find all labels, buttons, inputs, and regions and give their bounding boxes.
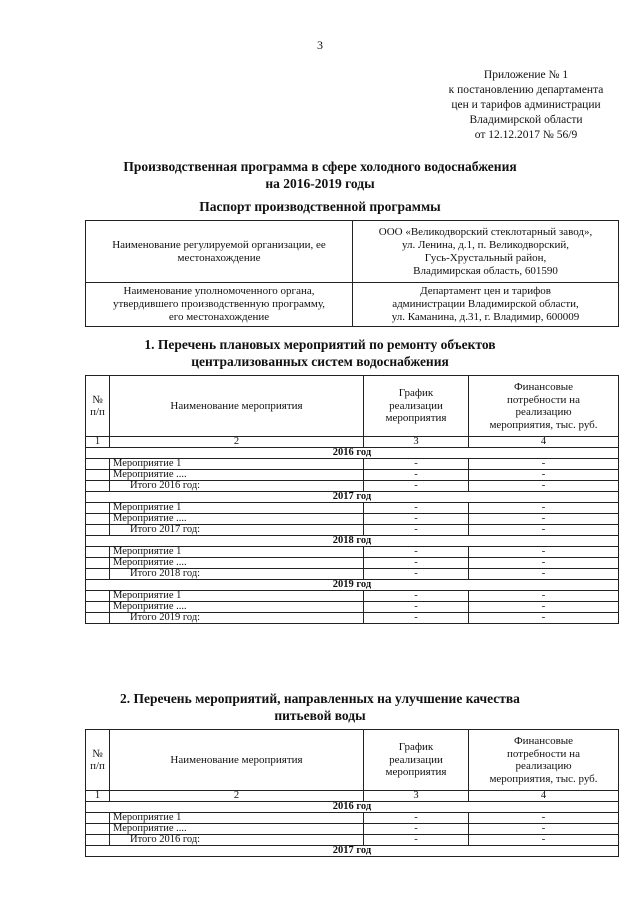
- finance-cell: -: [469, 481, 619, 492]
- appendix-line: от 12.12.2017 № 56/9: [474, 129, 578, 141]
- column-number-row: [86, 437, 619, 448]
- finance-cell: -: [469, 602, 619, 613]
- passport-row-authority: [86, 283, 619, 327]
- text-line: утвердившего производственную программу,: [112, 298, 325, 310]
- total-row: [86, 481, 619, 492]
- year-row: [86, 846, 619, 857]
- total-label: Итого 2019 год:: [110, 613, 364, 624]
- total-row: [86, 569, 619, 580]
- finance-cell: -: [469, 591, 619, 602]
- text-line: ул. Каманина, д.31, г. Владимир, 600009: [391, 311, 580, 323]
- header-cell: График реализации мероприятия: [364, 376, 469, 437]
- column-number: 2: [110, 437, 364, 448]
- column-number: 2: [110, 791, 364, 802]
- event-name: Мероприятие 1: [110, 503, 364, 514]
- finance-cell: -: [469, 613, 619, 624]
- total-label: Итого 2016 год:: [110, 835, 364, 846]
- page-number: 3: [317, 38, 323, 52]
- finance-cell: -: [469, 547, 619, 558]
- table-header-row: [86, 730, 619, 791]
- column-number: 1: [86, 791, 110, 802]
- schedule-cell: -: [364, 591, 469, 602]
- table-row: [86, 547, 619, 558]
- finance-cell: -: [469, 569, 619, 580]
- appendix-block: [440, 68, 612, 143]
- title-line: Производственная программа в сфере холодного водоснабжения: [123, 159, 517, 174]
- text-line: Наименование уполномоченного органа,: [123, 285, 315, 297]
- finance-cell: -: [469, 514, 619, 525]
- event-name: Мероприятие 1: [110, 547, 364, 558]
- table-row: [86, 470, 619, 481]
- passport-label-cell: [86, 221, 353, 283]
- schedule-cell: -: [364, 813, 469, 824]
- column-number: 4: [469, 437, 619, 448]
- year-row: [86, 580, 619, 591]
- schedule-cell: -: [364, 503, 469, 514]
- total-row: [86, 613, 619, 624]
- year-row: [86, 492, 619, 503]
- year-label: 2017 год: [86, 846, 619, 857]
- year-label: 2016 год: [86, 448, 619, 459]
- event-name: Мероприятие 1: [110, 591, 364, 602]
- header-cell: Наименование мероприятия: [110, 376, 364, 437]
- text-line: администрации Владимирской области,: [392, 298, 579, 310]
- event-name: Мероприятие 1: [110, 459, 364, 470]
- schedule-cell: -: [364, 613, 469, 624]
- header-cell: Финансовые потребности на реализацию мероприятия, тыс. руб.: [469, 376, 619, 437]
- table-row: [86, 824, 619, 835]
- column-number: 3: [364, 437, 469, 448]
- event-name: Мероприятие ....: [110, 824, 364, 835]
- passport-value-cell: [353, 283, 619, 327]
- title-line: централизованных систем водоснабжения: [191, 354, 449, 369]
- appendix-line: цен и тарифов администрации: [451, 99, 601, 111]
- schedule-cell: -: [364, 481, 469, 492]
- table-row: [86, 813, 619, 824]
- year-label: 2016 год: [86, 802, 619, 813]
- schedule-cell: -: [364, 514, 469, 525]
- appendix-line: Приложение № 1: [483, 69, 569, 81]
- section2-title: [0, 690, 640, 724]
- schedule-cell: -: [364, 459, 469, 470]
- header-cell: Финансовые потребности на реализацию мероприятия, тыс. руб.: [469, 730, 619, 791]
- total-label: Итого 2018 год:: [110, 569, 364, 580]
- table-row: [86, 602, 619, 613]
- passport-value-cell: [353, 221, 619, 283]
- passport-row-organization: [86, 221, 619, 283]
- event-name: Мероприятие 1: [110, 813, 364, 824]
- total-row: [86, 835, 619, 846]
- finance-cell: -: [469, 470, 619, 481]
- header-cell: График реализации мероприятия: [364, 730, 469, 791]
- total-row: [86, 525, 619, 536]
- passport-label-cell: [86, 283, 353, 327]
- text-line: Владимирская область, 601590: [413, 264, 558, 277]
- passport-table: [85, 220, 619, 327]
- event-name: Мероприятие ....: [110, 602, 364, 613]
- text-line: Наименование регулируемой организации, ее: [112, 238, 326, 251]
- text-line: местонахождение: [177, 251, 261, 264]
- text-line: Гусь-Хрустальный район,: [424, 251, 547, 264]
- year-label: 2018 год: [86, 536, 619, 547]
- table-row: [86, 514, 619, 525]
- title-line: на 2016-2019 годы: [265, 176, 375, 191]
- text-line: ООО «Великодворский стеклотарный завод»,: [378, 225, 593, 238]
- header-cell: № п/п: [86, 730, 110, 791]
- finance-cell: -: [469, 558, 619, 569]
- total-label: Итого 2016 год:: [110, 481, 364, 492]
- text-line: его местонахождение: [168, 311, 270, 323]
- finance-cell: -: [469, 813, 619, 824]
- text-line: ул. Ленина, д.1, п. Великодворский,: [401, 238, 570, 251]
- year-label: 2017 год: [86, 492, 619, 503]
- schedule-cell: -: [364, 525, 469, 536]
- text-line: Департамент цен и тарифов: [420, 285, 551, 297]
- event-name: Мероприятие ....: [110, 558, 364, 569]
- appendix-line: к постановлению департамента: [448, 84, 604, 96]
- section1-table: [85, 375, 619, 624]
- table-row: [86, 459, 619, 470]
- schedule-cell: -: [364, 547, 469, 558]
- finance-cell: -: [469, 525, 619, 536]
- table-row: [86, 591, 619, 602]
- schedule-cell: -: [364, 470, 469, 481]
- year-row: [86, 448, 619, 459]
- document-title: [0, 158, 640, 192]
- year-row: [86, 536, 619, 547]
- event-name: Мероприятие ....: [110, 514, 364, 525]
- appendix-line: Владимирской области: [469, 114, 583, 126]
- year-label: 2019 год: [86, 580, 619, 591]
- finance-cell: -: [469, 835, 619, 846]
- schedule-cell: -: [364, 569, 469, 580]
- schedule-cell: -: [364, 835, 469, 846]
- column-number-row: [86, 791, 619, 802]
- column-number: 3: [364, 791, 469, 802]
- column-number: 1: [86, 437, 110, 448]
- table-row: [86, 503, 619, 514]
- column-number: 4: [469, 791, 619, 802]
- total-label: Итого 2017 год:: [110, 525, 364, 536]
- finance-cell: -: [469, 459, 619, 470]
- passport-heading: Паспорт производственной программы: [199, 199, 441, 214]
- schedule-cell: -: [364, 824, 469, 835]
- schedule-cell: -: [364, 558, 469, 569]
- section1-title: [0, 336, 640, 370]
- section2-table: [85, 729, 619, 857]
- event-name: Мероприятие ....: [110, 470, 364, 481]
- header-cell: № п/п: [86, 376, 110, 437]
- header-cell: Наименование мероприятия: [110, 730, 364, 791]
- finance-cell: -: [469, 824, 619, 835]
- finance-cell: -: [469, 503, 619, 514]
- schedule-cell: -: [364, 602, 469, 613]
- table-row: [86, 558, 619, 569]
- table-header-row: [86, 376, 619, 437]
- title-line: 1. Перечень плановых мероприятий по ремонту объектов: [144, 337, 496, 352]
- year-row: [86, 802, 619, 813]
- title-line: питьевой воды: [274, 708, 366, 723]
- title-line: 2. Перечень мероприятий, направленных на улучшение качества: [120, 691, 520, 706]
